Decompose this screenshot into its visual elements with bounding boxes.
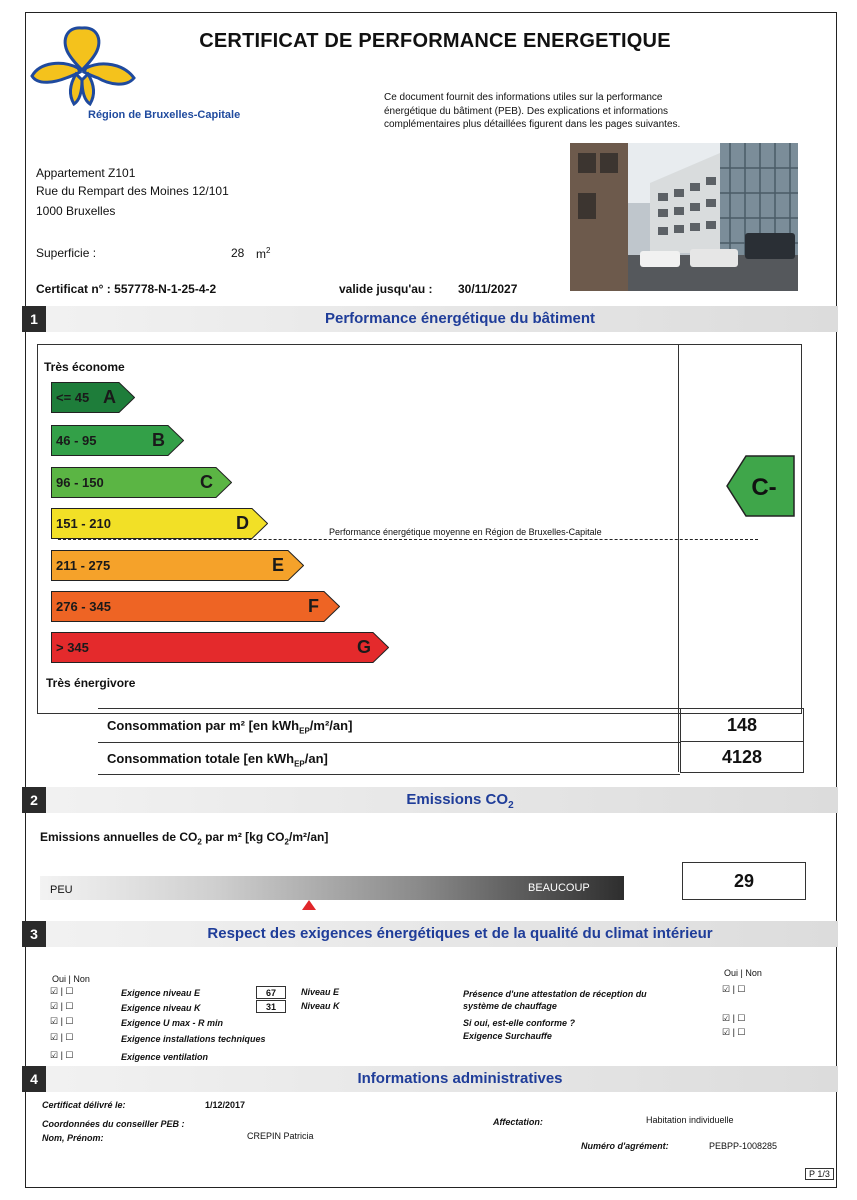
conso-top-line: [98, 708, 680, 709]
average-label: Performance énergétique moyenne en Région de Bruxelles-Capitale: [329, 527, 602, 537]
section-4-header: [22, 1066, 838, 1092]
energy-class-letter: C: [200, 472, 213, 492]
niveau-e-value: 67: [256, 986, 286, 999]
energy-class-range: 46 - 95: [56, 433, 97, 448]
energy-class-F: [51, 591, 340, 622]
section-number: 1: [22, 306, 46, 332]
section-number: 2: [22, 787, 46, 813]
energy-class-A: [51, 382, 135, 413]
conso-m2-value: 148: [680, 708, 804, 742]
name-label: Nom, Prénom:: [42, 1133, 104, 1143]
energy-class-G: [51, 632, 389, 663]
affectation-label: Affectation:: [493, 1117, 543, 1127]
section-title: Performance énergétique du bâtiment: [324, 310, 596, 327]
section-title: Respect des exigences énergétiques et de la qualité du climat intérieur: [207, 925, 713, 942]
energy-class-D: [51, 508, 268, 539]
superficie-unit: $m^2$: [256, 246, 271, 261]
co2-high-label: BEAUCOUP: [528, 882, 590, 894]
section-3-header: [22, 921, 838, 947]
page-number: P 1/3: [805, 1168, 834, 1180]
address-line1: Appartement Z101: [36, 166, 136, 180]
advisor-label: Coordonnées du conseiller PEB :: [42, 1119, 185, 1129]
right-requirement-1: Présence d'une attestation de réception du système de chauffage: [463, 989, 647, 1011]
section-title: Emissions $CO_2$: [406, 791, 514, 811]
energy-class-range: 276 - 345: [56, 599, 111, 614]
niveau-e-label: Niveau E: [301, 987, 340, 997]
energy-class-B: [51, 425, 184, 456]
scale-top-label: Très économe: [44, 360, 125, 374]
region-name: Région de Bruxelles-Capitale: [88, 109, 241, 121]
left-requirement-4: Exigence installations techniques: [121, 1034, 266, 1044]
right-requirement-2: Si oui, est-elle conforme ?: [463, 1018, 576, 1028]
co2-value: 29: [682, 862, 806, 900]
left-requirement-3: Exigence U max - R min: [121, 1018, 224, 1028]
agrement-label: Numéro d'agrément:: [581, 1141, 669, 1151]
energy-class-letter: B: [152, 430, 165, 450]
energy-class-range: 151 - 210: [56, 516, 111, 531]
co2-marker-icon: [301, 898, 317, 916]
co2-label: Emissions annuelles de $CO_2$ par m² [kg $CO_2/m^2/an$]: [40, 830, 329, 847]
left-check-1: ☑ | ☐: [50, 986, 74, 996]
average-dashed-line: [58, 539, 758, 540]
niveau-k-value: 31: [256, 1000, 286, 1013]
energy-class-range: <= 45: [56, 390, 90, 405]
right-requirement-3: Exigence Surchauffe: [463, 1031, 552, 1041]
intro-text: Ce document fournit des informations utiles sur la performance énergétique du bâtiment (PEB). Des explications et informations complémentaires plus détaillées figurent dans les pages suivantes.: [384, 92, 681, 130]
conso-bottom-line: [98, 774, 680, 775]
section-number: 3: [22, 921, 46, 947]
page-title: CERTIFICAT DE PERFORMANCE ENERGETIQUE: [199, 30, 671, 52]
left-requirement-2: Exigence niveau K: [121, 1003, 201, 1013]
valid-until-date: 30/11/2027: [458, 282, 518, 296]
energy-class-range: > 345: [56, 640, 89, 655]
delivered-label: Certificat délivré le:: [42, 1100, 126, 1110]
section-1-header: [22, 306, 838, 332]
affectation-value: Habitation individuelle: [646, 1115, 734, 1125]
left-check-2: ☑ | ☐: [50, 1001, 74, 1011]
energy-class-letter: D: [236, 513, 249, 533]
delivered-date: 1/12/2017: [205, 1100, 246, 1110]
section-2-header: [22, 787, 838, 813]
right-oui-header: Oui | Non: [724, 968, 762, 978]
energy-class-letter: A: [103, 387, 116, 407]
address-line2: Rue du Rempart des Moines 12/101: [36, 184, 229, 198]
result-class-indicator: [726, 455, 796, 522]
address-line3: 1000 Bruxelles: [36, 204, 116, 218]
left-check-3: ☑ | ☐: [50, 1016, 74, 1026]
name-value: CREPIN Patricia: [247, 1131, 314, 1141]
left-requirement-5: Exigence ventilation: [121, 1052, 209, 1062]
energy-class-letter: F: [308, 596, 319, 616]
left-check-4: ☑ | ☐: [50, 1032, 74, 1042]
agrement-value: PEBPP-1008285: [709, 1141, 778, 1151]
conso-mid-line: [98, 742, 680, 743]
right-check-1: ☑ | ☐: [722, 984, 746, 994]
co2-low-label: PEU: [50, 884, 73, 896]
energy-class-range: 96 - 150: [56, 475, 104, 490]
conso-total-label: Consommation totale [en kWh$_{EP}$/an]: [107, 751, 328, 769]
result-class-text: C-: [751, 474, 777, 501]
left-check-5: ☑ | ☐: [50, 1050, 74, 1060]
conso-m2-label: Consommation par m² [en kWh$_{EP}$/m²/an]: [107, 718, 353, 736]
energy-class-range: 211 - 275: [56, 558, 111, 573]
scale-bottom-label: Très énergivore: [46, 676, 136, 690]
energy-class-C: [51, 467, 232, 498]
energy-class-E: [51, 550, 304, 581]
valid-until-label: valide jusqu'au :: [339, 282, 433, 296]
right-check-2: ☑ | ☐: [722, 1013, 746, 1023]
building-photo: [570, 143, 798, 291]
superficie-label: Superficie :: [36, 246, 97, 260]
left-oui-header: Oui | Non: [52, 974, 90, 984]
section-number: 4: [22, 1066, 46, 1092]
right-check-3: ☑ | ☐: [722, 1027, 746, 1037]
iris-logo-icon: [26, 20, 138, 117]
energy-class-letter: G: [357, 637, 372, 657]
left-requirement-1: Exigence niveau E: [121, 988, 201, 998]
superficie-value: 28: [231, 246, 245, 260]
conso-total-value: 4128: [680, 741, 804, 773]
energy-class-letter: E: [272, 555, 285, 575]
certificate-number: Certificat n° : 557778-N-1-25-4-2: [36, 282, 217, 296]
section-title: Informations administratives: [357, 1070, 563, 1087]
niveau-k-label: Niveau K: [301, 1001, 340, 1011]
